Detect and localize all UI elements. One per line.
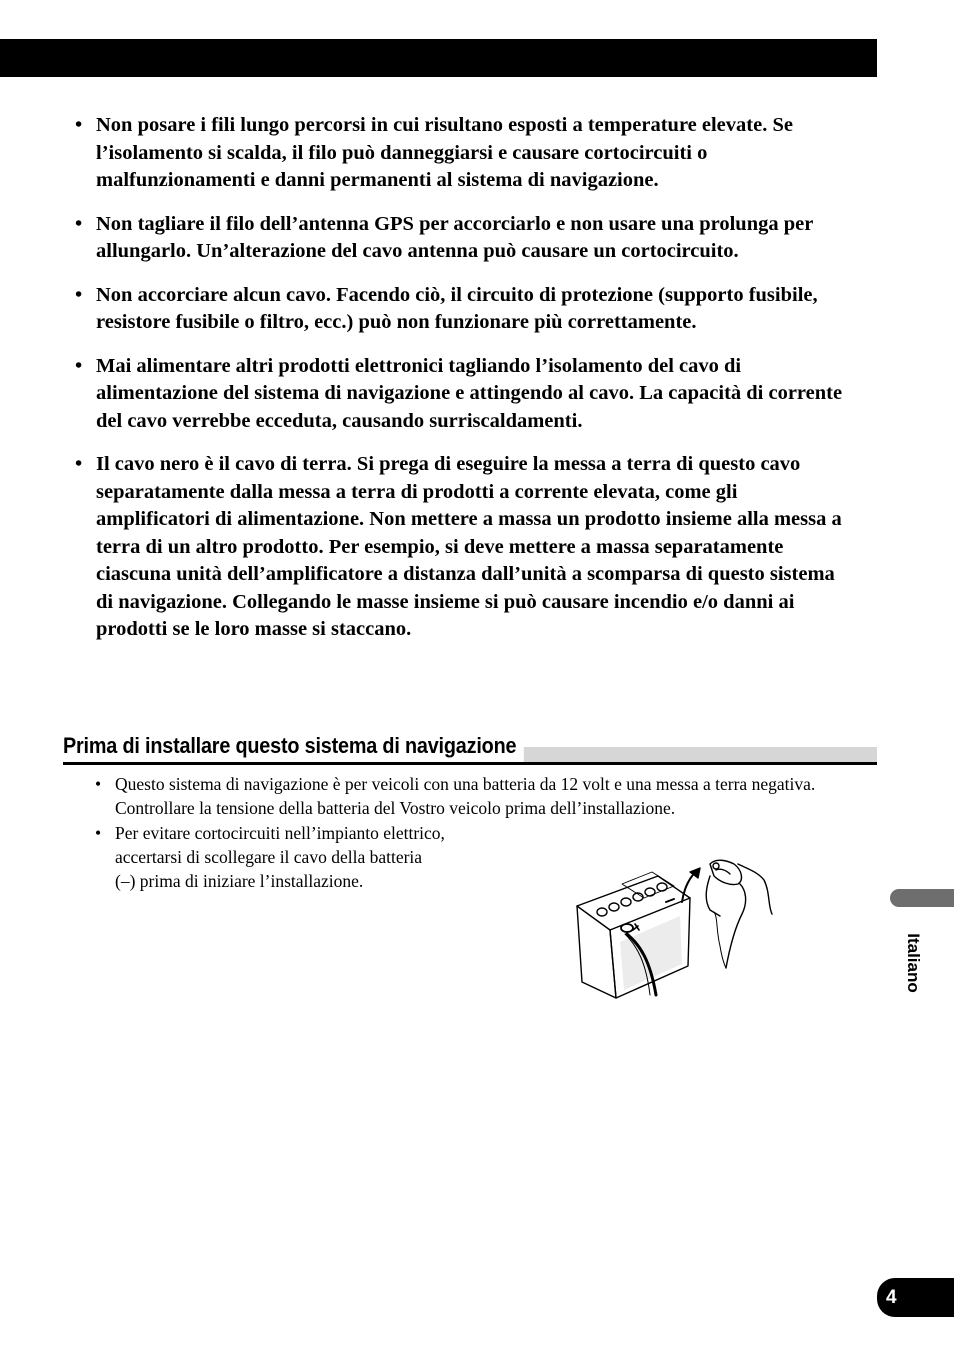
language-label: Italiano [904, 933, 923, 993]
warning-item: • Non posare i fili lungo percorsi in cui risultano esposti a temperature elevate. Se l’isolamento si scalda, il filo può danneggiarsi e causare cortocircuiti o malfunzionamenti e danni permanenti al sistema di navigazione. [74, 112, 854, 195]
hand-icon [706, 860, 772, 968]
note-item: • Questo sistema di navigazione è per veicoli con una batteria da 12 volt e una messa a terra negativa. Controllare la tensione della batteria del Vostro veicolo prima dell’installazione. [94, 772, 844, 820]
section-heading [63, 728, 877, 766]
warning-item: • Mai alimentare altri prodotti elettronici tagliando l’isolamento del cavo di alimentazione del sistema di navigazione e attingendo al cavo. La capacità di corrente del cavo verrebbe ecceduta, causando surriscaldamenti. [74, 353, 854, 436]
page-number: 4 [877, 1278, 954, 1317]
warning-item: • Non tagliare il filo dell’antenna GPS per accorciarlo e non usare una prolunga per allungarlo. Un’alterazione del cavo antenna può causare un cortocircuito. [74, 211, 854, 266]
battery-disconnect-illustration [570, 850, 780, 1000]
note-item: • Per evitare cortocircuiti nell’impianto elettrico, accertarsi di scollegare il cavo della batteria (–) prima di iniziare l’installazione. [94, 821, 445, 893]
arrow-icon [682, 868, 700, 902]
battery-icon [577, 872, 690, 998]
heading-rule [63, 762, 877, 765]
header-bar [0, 39, 877, 77]
warning-list [74, 112, 854, 660]
warning-item: • Non accorciare alcun cavo. Facendo ciò, il circuito di protezione (supporto fusibile, resistore fusibile o filtro, ecc.) può non funzionare più correttamente. [74, 282, 854, 337]
section-title: Prima di installare questo sistema di navigazione [63, 730, 524, 762]
warning-item: • Il cavo nero è il cavo di terra. Si prega di eseguire la messa a terra di questo cavo separatamente dalla messa a terra di prodotti a corrente elevata, come gli amplificatori di alimentazione. Non mettere a massa un prodotto insieme alla messa a terra di un altro prodotto. Per esempio, si deve mettere a massa separatamente ciascuna unità dell’amplificatore a distanza dall’unità a scomparsa di questo sistema di navigazione. Collegando le masse insieme si può causare incendio e/o danni ai prodotti se le loro masse si staccano. [74, 451, 854, 644]
language-tab [890, 889, 954, 907]
